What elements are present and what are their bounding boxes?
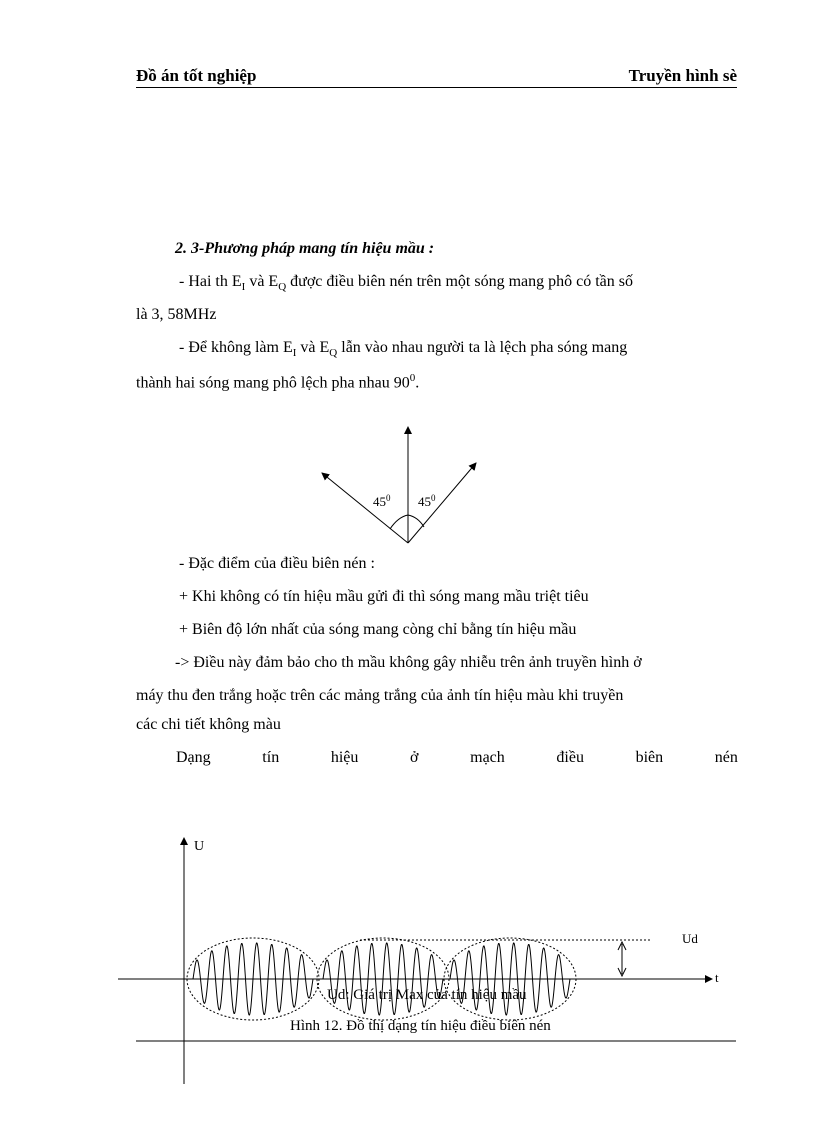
para4-word: điều [556, 749, 584, 766]
para1-text-a: - Hai th E [179, 273, 242, 290]
para3-line2: máy thu đen trắng hoặc trên các mảng trắng của ảnh tín hiệu màu khi truyền [136, 687, 624, 704]
header-left: Đồ án tốt nghiệp [136, 66, 257, 85]
bullets-title: - Đặc điểm của điều biên nén : [179, 555, 375, 572]
para4-word: mạch [470, 749, 505, 766]
bullet-item-2: + Biên độ lớn nhất của sóng mang còng chỉ bằng tín hiệu mầu [179, 621, 577, 638]
header-right: Truyền hình sè [628, 66, 737, 85]
para2-text-a: - Để không làm E [179, 339, 293, 356]
para4-word: nén [714, 749, 738, 766]
para2-sup: 0 [409, 372, 416, 384]
para3-line1: -> Điều này đảm bảo cho th mầu không gây nhiễu trên ảnh truyền hình ở [175, 654, 642, 671]
angle-arc [390, 515, 424, 529]
section-title: 2. 3-Phương pháp mang tín hiệu mầu : [175, 240, 435, 257]
bullet-item-1: + Khi không có tín hiệu mầu gửi đi thì sóng mang mầu triệt tiêu [179, 588, 589, 605]
para2-sub1: I [292, 347, 297, 360]
para4-word: tín [262, 749, 280, 766]
y-axis-label: U [194, 839, 205, 854]
para2-sub2: Q [329, 347, 338, 360]
para3-line3: các chi tiết không màu [136, 716, 281, 733]
para2-text-c: lẫn vào nhau người ta là lệch pha sóng mang [337, 339, 628, 356]
x-axis-label: t [715, 970, 719, 985]
para1-line2: là 3, 58MHz [136, 306, 217, 323]
para1-text-c: được điều biên nén trên một sóng mang phô có tần số [286, 273, 633, 290]
para1-text-b: và E [245, 273, 279, 290]
para2-text-line2b: . [415, 374, 420, 392]
graph-note: Ud: Giá trị Max của tín hiệu mầu [327, 987, 527, 1003]
para2-line2 [136, 372, 419, 392]
para4-word: hiệu [330, 749, 359, 766]
header-rule [136, 87, 737, 88]
para1-sub1: I [241, 281, 246, 294]
para2-text-line2a: thành hai sóng mang phô lệch pha nhau 90 [136, 374, 410, 392]
para1-line1 [179, 273, 633, 293]
para4-word: Dạng [176, 749, 211, 766]
figure-caption: Hình 12. Đồ thị dạng tín hiệu điều biên nén [290, 1018, 551, 1034]
vector-left-arrow [322, 473, 408, 543]
para1-sub2: Q [278, 281, 287, 294]
vector-diagram [300, 415, 500, 550]
para2-line1 [179, 339, 627, 359]
para4-word: ở [410, 749, 419, 766]
angle-right-label: $45^0$ [418, 493, 436, 509]
para2-text-b: và E [296, 339, 330, 356]
ud-label: Ud [682, 931, 698, 946]
para4-line [176, 749, 738, 767]
para4-word: biên [635, 749, 664, 766]
angle-left-label: $45^0$ [373, 493, 391, 509]
modulation-graph [0, 830, 816, 1090]
